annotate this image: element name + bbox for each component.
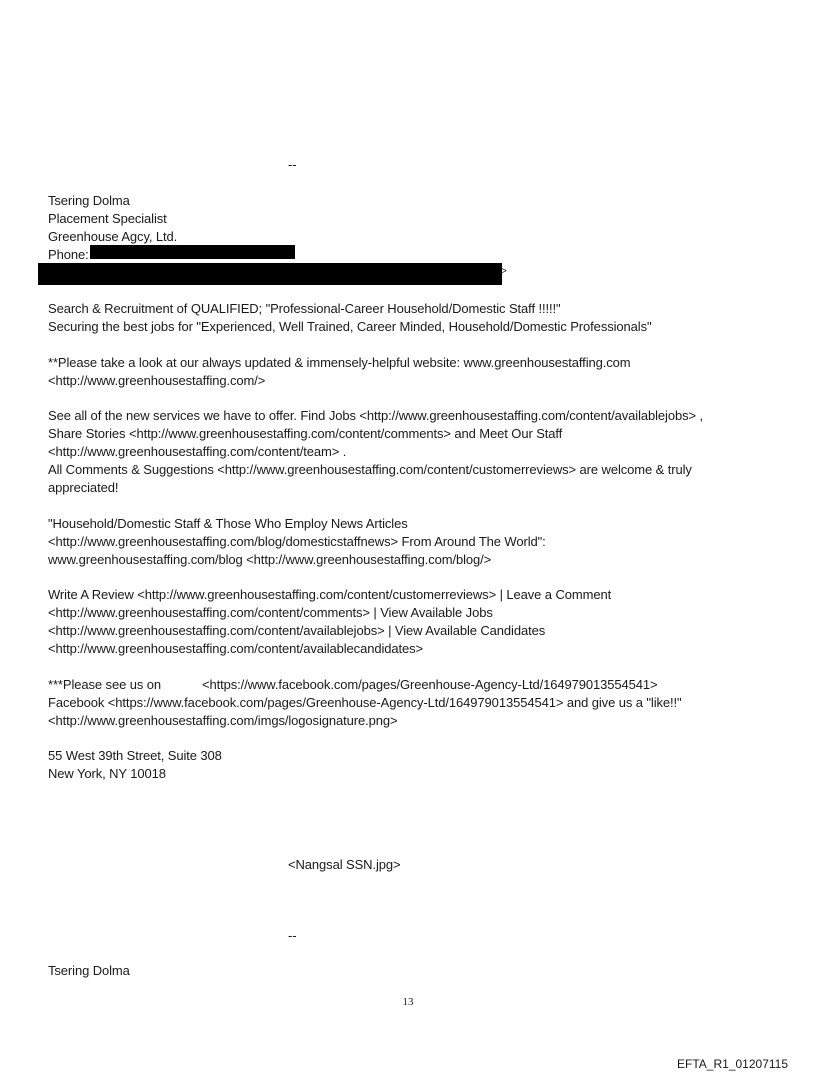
body-line-11: <http://www.greenhousestaffing.com/blog/domesticstaffnews> From Around The World": <box>48 534 546 549</box>
redaction-bar-phone <box>90 245 295 259</box>
signature-name: Tsering Dolma <box>48 193 130 208</box>
address-line-2: New York, NY 10018 <box>48 766 166 781</box>
signature-title: Placement Specialist <box>48 211 167 226</box>
body-line-10: "Household/Domestic Staff & Those Who Employ News Articles <box>48 516 408 531</box>
body-line-17b: <https://www.facebook.com/pages/Greenhouse-Agency-Ltd/164979013554541> <box>202 677 658 692</box>
phone-label: Phone: <box>48 247 89 262</box>
body-line-5: See all of the new services we have to offer. Find Jobs <http://www.greenhousestaffing.com/content/availablejobs> , <box>48 408 704 423</box>
body-line-3: **Please take a look at our always updated & immensely-helpful website: www.greenhousestaffing.com <box>48 355 631 370</box>
separator-top: -- <box>288 157 297 172</box>
body-line-19: <http://www.greenhousestaffing.com/imgs/logosignature.png> <box>48 713 398 728</box>
redaction-bar-email <box>38 263 502 285</box>
signature-company: Greenhouse Agcy, Ltd. <box>48 229 178 244</box>
body-line-17a: ***Please see us on <box>48 677 162 692</box>
body-line-9: appreciated! <box>48 480 119 495</box>
attachment-name: <Nangsal SSN.jpg> <box>288 857 401 872</box>
body-line-8: All Comments & Suggestions <http://www.greenhousestaffing.com/content/customerreviews> are welcome & truly <box>48 462 692 477</box>
body-line-16: <http://www.greenhousestaffing.com/content/availablecandidates> <box>48 641 424 656</box>
body-line-6: Share Stories <http://www.greenhousestaffing.com/content/comments> and Meet Our Staff <box>48 426 563 441</box>
bates-number: EFTA_R1_01207115 <box>677 1057 788 1071</box>
body-line-1: Search & Recruitment of QUALIFIED; "Professional-Career Household/Domestic Staff !!!!!" <box>48 301 561 316</box>
body-line-14: <http://www.greenhousestaffing.com/content/comments> | View Available Jobs <box>48 605 493 620</box>
body-line-13: Write A Review <http://www.greenhousestaffing.com/content/customerreviews> | Leave a Comment <box>48 587 612 602</box>
body-line-18: Facebook <https://www.facebook.com/pages/Greenhouse-Agency-Ltd/164979013554541> and give us a "like!!" <box>48 695 682 710</box>
body-line-12: www.greenhousestaffing.com/blog <http://www.greenhousestaffing.com/blog/> <box>48 552 492 567</box>
body-line-7: <http://www.greenhousestaffing.com/content/team> . <box>48 444 347 459</box>
separator-bottom: -- <box>288 928 297 943</box>
body-line-2: Securing the best jobs for "Experienced, Well Trained, Career Minded, Household/Domestic Professionals" <box>48 319 652 334</box>
signature-name-bottom: Tsering Dolma <box>48 963 130 978</box>
redaction-tail: > <box>501 266 507 277</box>
body-line-4: <http://www.greenhousestaffing.com/> <box>48 373 266 388</box>
address-line-1: 55 West 39th Street, Suite 308 <box>48 748 222 763</box>
body-line-15: <http://www.greenhousestaffing.com/content/availablejobs> | View Available Candidates <box>48 623 546 638</box>
page-number: 13 <box>402 996 414 1008</box>
